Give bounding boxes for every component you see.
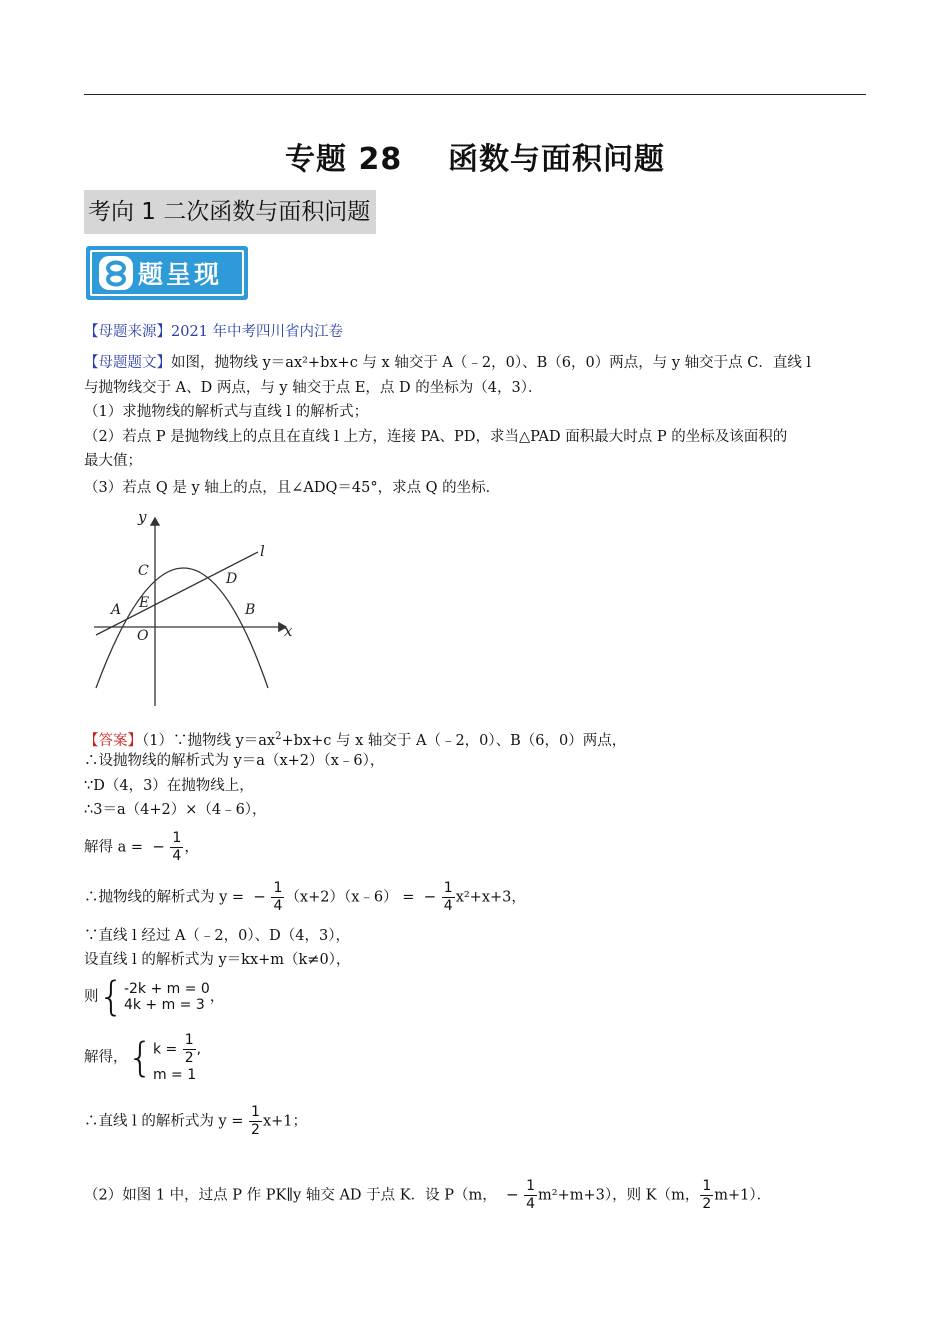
answer-tag: 【答案】	[84, 732, 142, 749]
answer-line-2: ∴设抛物线的解析式为 y＝a（x+2）（x﹣6），	[84, 753, 385, 769]
answer-line-8: 设直线 l 的解析式为 y＝kx+m（k≠0），	[84, 952, 351, 968]
answer-part-2-line-1: （2）如图 1 中，过点 P 作 PK∥y 轴交 AD 于点 K．设 P（m， − $\frac{1}{4}$ m²+m+3），则 K（m， $\frac{1}{2}$ m+1）．	[84, 1178, 772, 1212]
label-E: E	[139, 595, 150, 611]
answer-line-3: ∵D（4，3）在抛物线上，	[84, 778, 254, 794]
question-circle-icon	[98, 255, 134, 291]
fraction-one-half: $\frac{1}{2}$	[251, 1104, 260, 1138]
answer-line-5: 解得 a = − $\frac{1}{4}$ ，	[84, 830, 199, 864]
question-badge	[86, 246, 248, 300]
question-2: （2）若点 P 是抛物线上的点且在直线 l 上方，连接 PA、PD，求当△PAD 面积最大时点 P 的坐标及该面积的	[84, 429, 788, 445]
parabola-curve	[96, 568, 268, 688]
label-O: O	[137, 628, 149, 644]
label-A: A	[111, 602, 122, 618]
line-l	[96, 552, 258, 635]
fraction-one-quarter: $\frac{1}{4}$	[273, 880, 283, 914]
answer-line-1: 【答案】（1）∵抛物线 $y=ax^2+bx+c$ 与 x 轴交于 A（﹣2，0）、B（6，0）两点，	[84, 731, 627, 749]
header-rule	[84, 94, 866, 95]
source-text: 2021 年中考四川省内江卷	[171, 324, 344, 340]
answer-line-9: 则 { -2k + m = 0 4k + m = 3 ，	[84, 974, 225, 1020]
question-2-cont: 最大值；	[84, 453, 142, 469]
label-D: D	[226, 571, 238, 587]
question-1: （1）求抛物线的解析式与直线 l 的解析式；	[84, 404, 369, 420]
solution-system: { k = $\frac{1}{2}$ , m = 1	[127, 1032, 202, 1083]
problem-tag: 【母题题文】	[84, 355, 171, 371]
label-y: y	[138, 508, 147, 526]
equation-system: { -2k + m = 0 4k + m = 3	[98, 974, 210, 1020]
parabola-figure	[88, 508, 302, 710]
label-B: B	[245, 602, 256, 618]
fraction-one-half: $\frac{1}{2}$	[702, 1178, 712, 1212]
fraction-one-half: $\frac{1}{2}$	[184, 1032, 194, 1066]
label-l: l	[260, 542, 265, 560]
answer-line-7: ∵直线 l 经过 A（﹣2，0）、D（4，3），	[84, 928, 350, 944]
answer-line-4: ∴3＝a（4+2）×（4﹣6），	[84, 802, 267, 818]
page-title: 专题 28 函数与面积问题	[285, 142, 665, 177]
label-C: C	[138, 563, 149, 579]
problem-line-1: 【母题题文】如图，抛物线 y＝ax²+bx+c 与 x 轴交于 A（﹣2，0）、B（6，0）两点，与 y 轴交于点 C．直线 l	[84, 355, 812, 371]
source-line	[84, 321, 343, 343]
fraction-one-quarter: $\frac{1}{4}$	[443, 880, 453, 914]
answer-line-6: ∴抛物线的解析式为 y = − $\frac{1}{4}$ （x+2）（x﹣6） = − $\frac{1}{4}$ x²+x+3，	[84, 880, 526, 914]
answer-line-10: 解得， { k = $\frac{1}{2}$ , m = 1	[84, 1032, 202, 1083]
fraction-one-quarter: $\frac{1}{4}$	[526, 1178, 536, 1212]
answer-line-11: ∴直线 l 的解析式为 y = $\frac{1}{2}$ x+1；	[84, 1104, 308, 1138]
section-heading: 考向 1 二次函数与面积问题	[84, 190, 376, 234]
label-x: x	[284, 622, 293, 640]
badge-label: 题呈现	[138, 260, 223, 289]
problem-line-2: 与抛物线交于 A、D 两点，与 y 轴交于点 E，点 D 的坐标为（4，3）．	[84, 380, 543, 396]
fraction-one-quarter: $\frac{1}{4}$	[172, 830, 182, 864]
question-3: （3）若点 Q 是 y 轴上的点，且∠ADQ＝45°，求点 Q 的坐标．	[84, 480, 501, 496]
source-tag: 【母题来源】	[84, 324, 171, 340]
